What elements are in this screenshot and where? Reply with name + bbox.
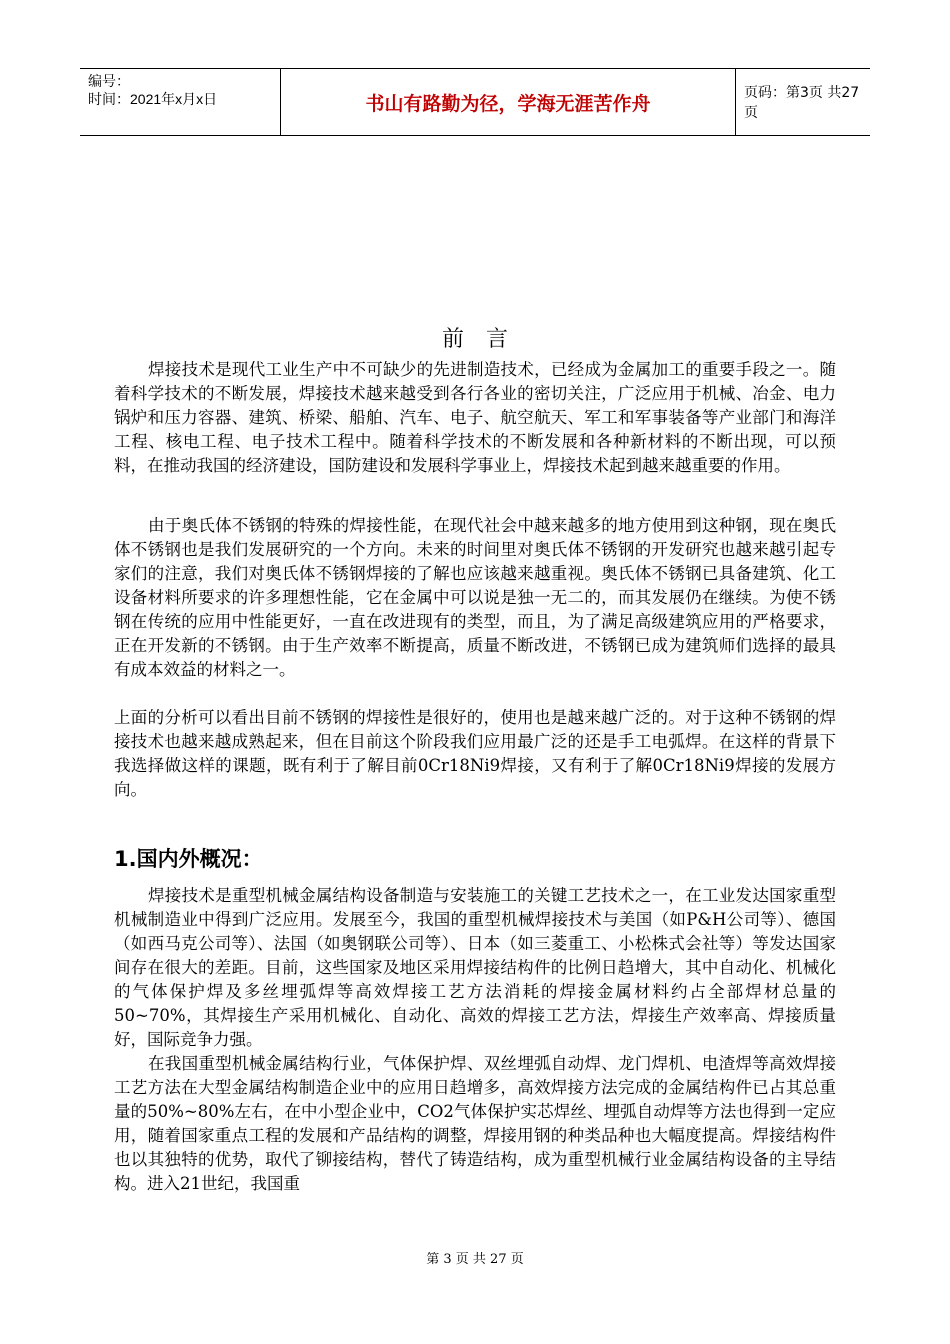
- number-label: 编号：: [88, 73, 130, 89]
- page-info: 页码：第3页 共27页: [744, 85, 860, 121]
- paragraph-1: 焊接技术是现代工业生产中不可缺少的先进制造技术，已经成为金属加工的重要手段之一。随着科学技术的不断发展，焊接技术越来越受到各行各业的密切关注，广泛应用于机械、冶金、电力锅炉和压力容器、建筑、桥梁、船舶、汽车、电子、航空航天、军工和军事装备等产业部门和海洋工程、核电工程、电子技术工程中。随着科学技术的不断发展和各种新材料的不断出现，可以预料，在推动我国的经济建设，国防建设和发展科学事业上，焊接技术起到越来越重要的作用。: [114, 360, 836, 475]
- page-footer: 第 3 页 共 27 页: [426, 1252, 524, 1267]
- motto: 书山有路勤为径，学海无涯苦作舟: [280, 69, 736, 135]
- date-label: 时间：2021年x月x日: [88, 91, 218, 107]
- paragraph-5: 在我国重型机械金属结构行业，气体保护焊、双丝埋弧自动焊、龙门焊机、电渣焊等高效焊接工艺方法在大型金属结构制造企业中的应用日趋增多，高效焊接方法完成的金属结构件已占其总重量的50%~80%左右，在中小型企业中，CO2气体保护实芯焊丝、埋弧自动焊等方法也得到一定应用，随着国家重点工程的发展和产品结构的调整，焊接用钢的种类品种也大幅度提高。焊接结构件也以其独特的优势，取代了铆接结构，替代了铸造结构，成为重型机械行业金属结构设备的主导结构。进入21世纪，我国重: [114, 1054, 836, 1193]
- page-header: [80, 68, 870, 136]
- paragraph-2: 由于奥氏体不锈钢的特殊的焊接性能，在现代社会中越来越多的地方使用到这种钢，现在奥氏体不锈钢也是我们发展研究的一个方向。未来的时间里对奥氏体不锈钢的开发研究也越来越引起专家们的注意，我们对奥氏体不锈钢焊接的了解也应该越来越重视。奥氏体不锈钢已具备建筑、化工设备材料所要求的许多理想性能，它在金属中可以说是独一无二的，而其发展仍在继续。为使不锈钢在传统的应用中性能更好，一直在改进现有的类型，而且，为了满足高级建筑应用的严格要求，正在开发新的不锈钢。由于生产效率不断提高，质量不断改进，不锈钢已成为建筑师们选择的最具有成本效益的材料之一。: [114, 516, 836, 679]
- page-title: 前言: [441, 327, 530, 352]
- header-meta: [80, 69, 280, 135]
- section-heading: 1.国内外概况：: [114, 847, 263, 871]
- paragraph-4: 焊接技术是重型机械金属结构设备制造与安装施工的关键工艺技术之一，在工业发达国家重型机械制造业中得到广泛应用。发展至今，我国的重型机械焊接技术与美国（如P&H公司等）、德国（如西马克公司等）、法国（如奥钢联公司等）、日本（如三菱重工、小松株式会社等）等发达国家间存在很大的差距。目前，这些国家及地区采用焊接结构件的比例日趋增大，其中自动化、机械化的气体保护焊及多丝埋弧焊等高效焊接工艺方法消耗的焊接金属材料约占全部焊材总量的50~70%，其焊接生产采用机械化、自动化、高效的焊接工艺方法，焊接生产效率高、焊接质量好，国际竞争力强。: [114, 886, 836, 1049]
- paragraph-3: 上面的分析可以看出目前不锈钢的焊接性是很好的，使用也是越来越广泛的。对于这种不锈钢的焊接技术也越来越成熟起来，但在目前这个阶段我们应用最广泛的还是手工电弧焊。在这样的背景下我选择做这样的课题，既有利于了解目前0Cr18Ni9焊接，又有利于了解0Cr18Ni9焊接的发展方向。: [114, 708, 836, 799]
